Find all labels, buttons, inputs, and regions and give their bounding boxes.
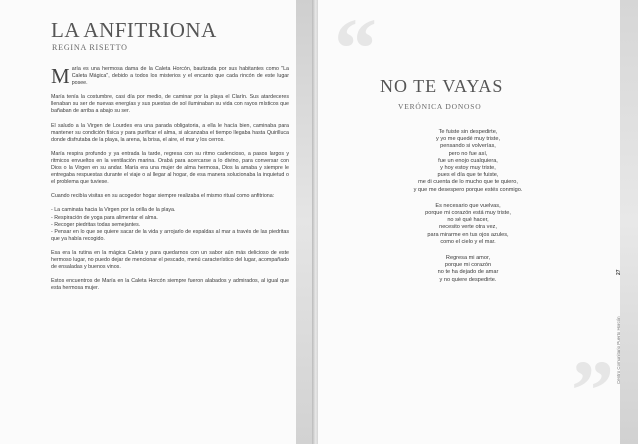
- poem-stanza-2: [368, 203, 568, 246]
- story-paragraph-3: María respira profundo y ya entrada la tarde, regresa con su ritmo cadencioso, a pasos largos y ritmicos envueltos en la ventilación marina. Orabá para acercarse a lo divino, para conversar con Dios o la Virgen en su andar. María era una mujer de alma hermosa, Dios la amaba y siempre le entregaba respuestas durante el viaje o al llegar al hogar, de esa manera solucionaba la inquietud o el problema que tuviese.: [51, 150, 289, 186]
- side-credit: Centro Comunitario Puerto Horcón: [616, 316, 621, 384]
- poem-line: necesito verte otra vez,: [439, 224, 497, 231]
- poem-line: y que me desespero porque estés conmigo.: [413, 186, 523, 193]
- ritual-list: [51, 207, 289, 242]
- story-body: [51, 66, 289, 299]
- poem-line: y no quiere despedirte.: [439, 276, 497, 283]
- list-item: - Recoger piedritas todas semejantes.: [51, 221, 141, 228]
- poem-title: NO TE VAYAS: [380, 76, 504, 96]
- poem-line: fue un enojo cualquiera,: [438, 157, 498, 164]
- closing-paragraph-1: Esa era la rutina en la mágica Caleta y para quedarnos con un sabor aún más delicioso de este hermoso lugar, no puedo dejar de mencionar el pescado, menú característico del lugar, acompañado de ensaladas y buenos vinos.: [51, 249, 289, 271]
- poem-line: porque mi corazón está muy triste,: [425, 210, 511, 217]
- story-paragraph-1: María tenía la costumbre, casi día por medio, de caminar por la playa el Clarín. Sus atardeceres llenaban su ser de nuevas energías y sus puestas de sol iluminaban su vida con rayos místicos que bañaban de arriba a abajo su ser.: [51, 94, 289, 115]
- poem-stanza-3: [368, 255, 568, 284]
- poem-line: no te ha dejado de amar: [437, 269, 499, 276]
- right-page-edge: [620, 0, 638, 444]
- intro-paragraph: [51, 66, 289, 87]
- story-author: REGINA RISETTO: [52, 43, 128, 52]
- intro-text: aría es una hermosa dama de la Caleta Horcón, bautizada por sus habitantes como "La Caleta Mágica", debido a todos los misterios y el encanto que cada rincón de este lugar posee.: [71, 66, 289, 87]
- poem-author: VERÓNICA DONOSO: [398, 102, 482, 111]
- poem-line: Regresa mi amor,: [445, 255, 491, 262]
- story-paragraph-2: El saludo a la Virgen de Lourdes era una parada obligatoria, a ella le hacía bien, caminaba para mantener su condición física y para purificar el alma, si alcanzaba el tiempo llegaba hasta Quirilluca donde disfrutaba de la playa, la arena, la brisa, el aire, el mar y los cerros.: [51, 122, 289, 143]
- poem-line: me di cuenta de lo mucho que te quiero,: [418, 179, 518, 186]
- list-item: - La caminata hacia la Virgen por la orilla de la playa.: [51, 207, 176, 214]
- poem-line: pues el día que te fuiste,: [437, 172, 499, 179]
- poem-line: pero no fue así,: [448, 150, 488, 157]
- list-item: - Pensar en lo que se quiere sacar de la vida y arrojarlo de espaldas al mar a través de las piedritas que ya había recogido.: [51, 228, 289, 242]
- open-quote-icon: “: [334, 0, 377, 96]
- poem-body: [368, 129, 568, 293]
- poem-line: y hoy estoy muy triste,: [440, 165, 496, 172]
- close-quote-icon: ”: [571, 342, 614, 438]
- poem-line: Es necesario que vuelvas,: [435, 202, 501, 209]
- list-item: - Respiración de yoga para alimentar el alma.: [51, 214, 158, 221]
- poem-line: Te fuiste sin despedirte,: [438, 129, 498, 135]
- poem-line: y yo me quedé muy triste,: [435, 136, 501, 143]
- poem-stanza-1: [368, 129, 568, 194]
- poem-line: porque mi corazón: [444, 262, 492, 269]
- story-title: LA ANFITRIONA: [51, 18, 217, 42]
- page-number: 27: [616, 269, 622, 275]
- poem-line: para mirarme en tus ojos azules,: [427, 231, 509, 238]
- story-paragraph-4: Cuando recibía visitas en su acogedor hogar siempre realizaba el mismo ritual como anfitriona:: [51, 193, 275, 200]
- poem-line: como el cielo y el mar.: [440, 238, 496, 245]
- poem-line: no sé qué hacer,: [447, 217, 489, 224]
- drop-cap: M: [51, 64, 70, 88]
- poem-line: pensando si volverías,: [440, 143, 496, 150]
- closing-paragraph-2: Estos encuentros de María en la Caleta Horcón siempre fueron alabados y admirados, al igual que esta hermosa mujer.: [51, 278, 289, 292]
